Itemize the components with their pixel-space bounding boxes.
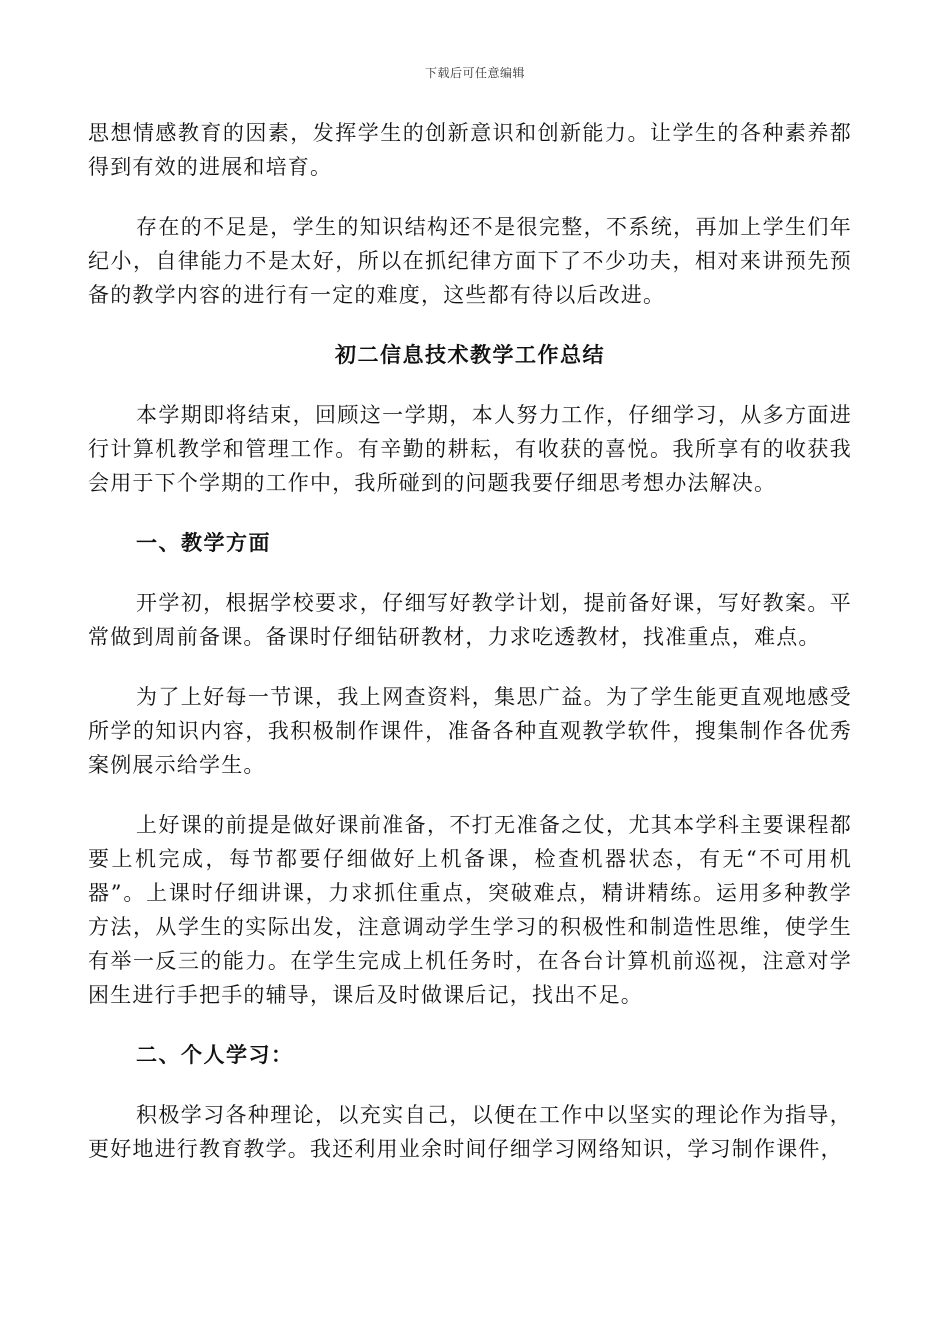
paragraph-intro: 本学期即将结束，回顾这一学期，本人努力工作，仔细学习，从多方面进行计算机教学和管理工作。有辛勤的耕耘，有收获的喜悦。我所享有的收获我会用于下个学期的工作中，我所碰到的问题我要仔细思考想办法解决。 [88, 403, 852, 495]
paragraph-courseware: 为了上好每一节课，我上网查资料，集思广益。为了学生能更直观地感受所学的知识内容，我积极制作课件，准备各种直观教学软件，搜集制作各优秀案例展示给学生。 [88, 685, 852, 777]
document-title: 初二信息技术教学工作总结 [335, 342, 605, 367]
paragraph-planning: 开学初，根据学校要求，仔细写好教学计划，提前备好课，写好教案。平常做到周前备课。备课时仔细钻研教材，力求吃透教材，找准重点，难点。 [88, 591, 852, 649]
section-heading-study: 二、个人学习： [136, 1042, 294, 1067]
paragraph-theory: 积极学习各种理论，以充实自己，以便在工作中以坚实的理论作为指导，更好地进行教育教学。我还利用业余时间仔细学习网络知识，学习制作课件， [88, 1103, 852, 1161]
paragraph-shortcomings: 存在的不足是，学生的知识结构还不是很完整，不系统，再加上学生们年纪小，自律能力不是太好，所以在抓纪律方面下了不少功夫，相对来讲预先预备的教学内容的进行有一定的难度，这些都有待以后改进。 [88, 215, 852, 307]
paragraph-continuation: 思想情感教育的因素，发挥学生的创新意识和创新能力。让学生的各种素养都得到有效的进展和培育。 [88, 121, 852, 179]
section-heading-teaching: 一、教学方面 [136, 530, 271, 555]
paragraph-class-prep: 上好课的前提是做好课前准备，不打无准备之仗，尤其本学科主要课程都要上机完成，每节都要仔细做好上机备课，检查机器状态，有无“不可用机器”。上课时仔细讲课，力求抓住重点，突破难点，精讲精练。运用多种教学方法，从学生的实际出发，注意调动学生学习的积极性和制造性思维，使学生有举一反三的能力。在学生完成上机任务时，在各台计算机前巡视，注意对学困生进行手把手的辅导，课后及时做课后记，找出不足。 [88, 813, 852, 1007]
page-header: 下载后可任意编辑 [424, 66, 525, 80]
document-body [88, 116, 852, 1166]
